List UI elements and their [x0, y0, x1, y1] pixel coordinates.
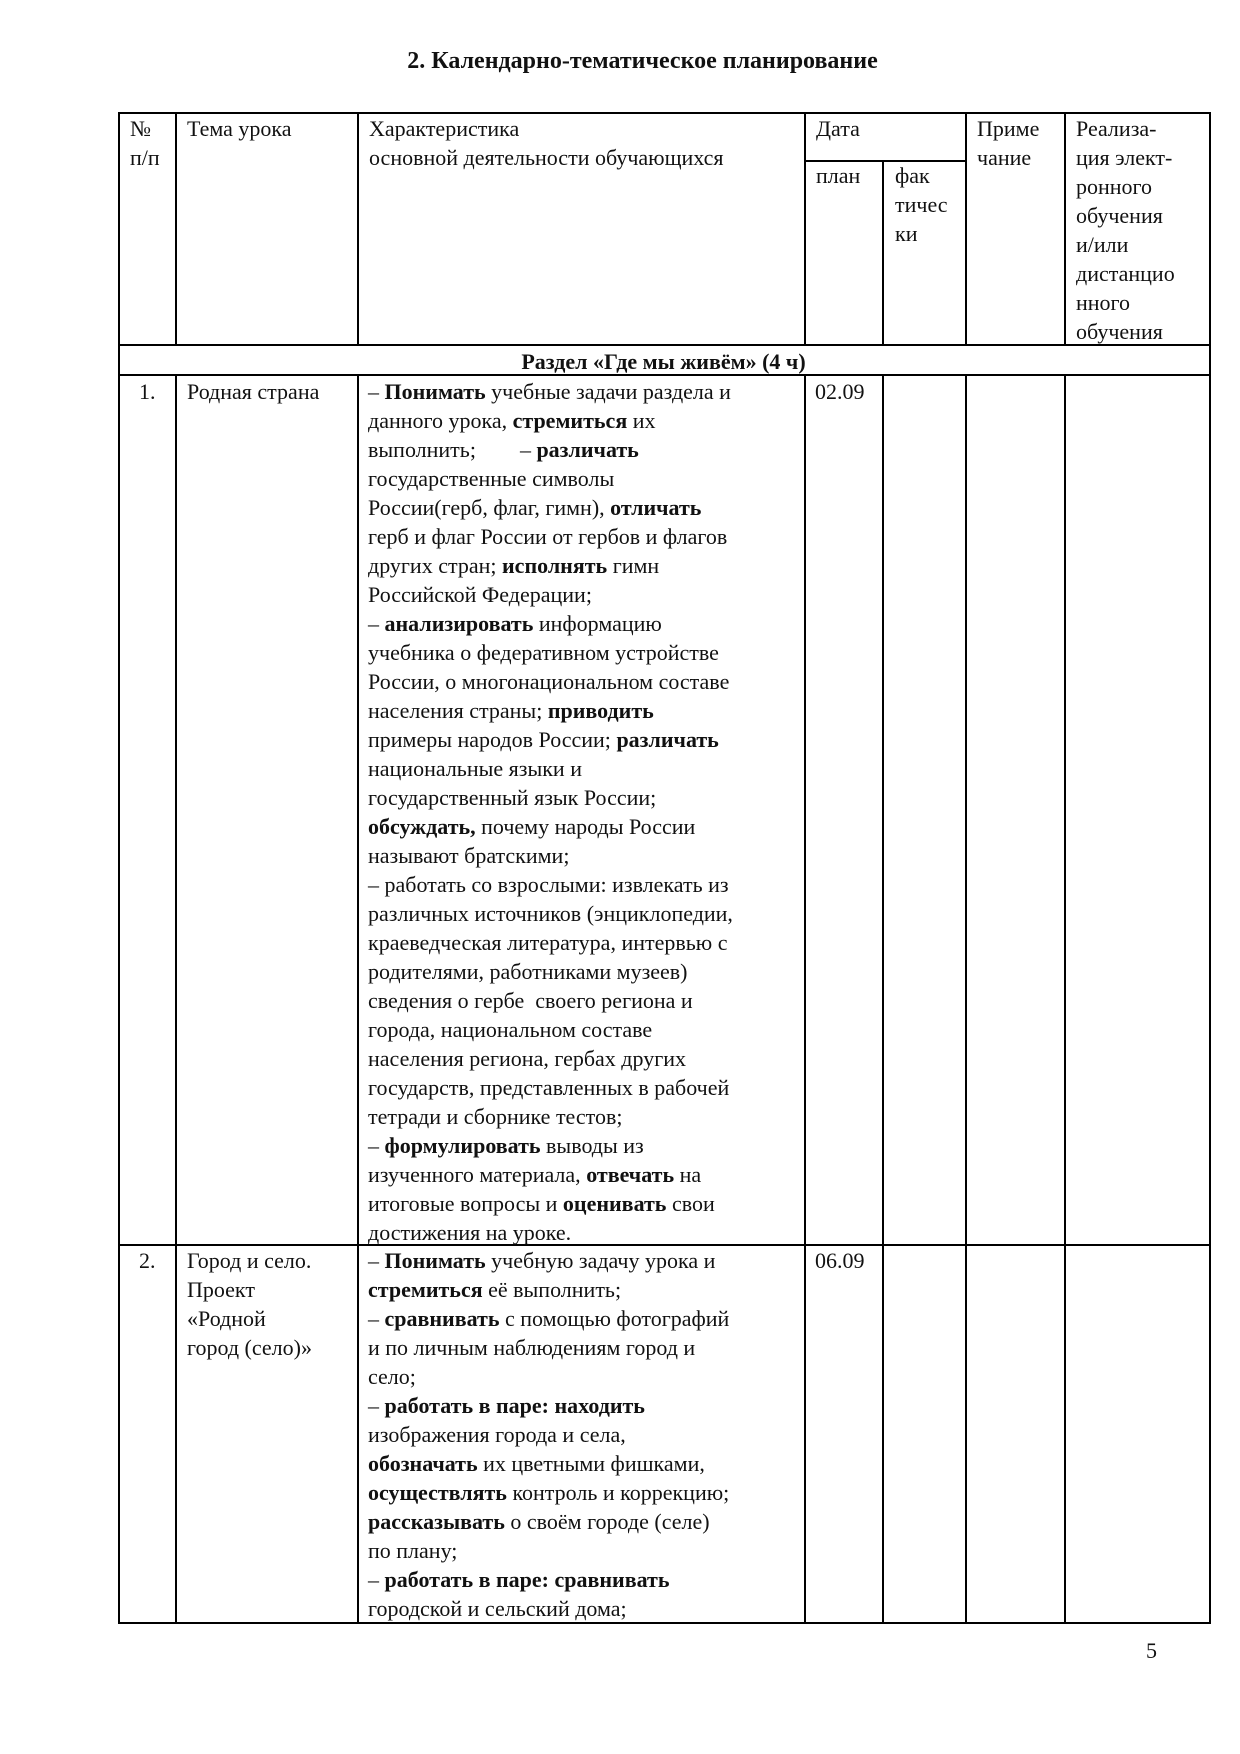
activity-verb: отвечать — [586, 1162, 675, 1187]
activity-line — [368, 1536, 729, 1565]
activity-text: – — [368, 1567, 385, 1592]
activity-line — [368, 1449, 729, 1478]
header-elearning-line: Реализа- — [1076, 116, 1157, 141]
activity-text: государств, представленных в рабочей — [368, 1075, 730, 1100]
activity-text: учебную задачу урока и — [485, 1248, 716, 1273]
activity-text: различных источников (энциклопедии, — [368, 901, 733, 926]
activity-line — [368, 899, 733, 928]
activity-line — [368, 696, 733, 725]
activity-text: – — [368, 611, 385, 636]
activity-verb: осуществлять — [368, 1480, 507, 1505]
activity-line — [368, 754, 733, 783]
activity-text: сведения о гербе своего региона и — [368, 988, 693, 1013]
activity-text: о своём городе (селе) — [504, 1509, 710, 1534]
activity-text: данного урока, — [368, 408, 513, 433]
activity-text: их цветными фишками, — [477, 1451, 705, 1476]
activity-line — [368, 522, 733, 551]
activity-text: государственный язык России; — [368, 785, 657, 810]
activity-text: России(герб, флаг, гимн), — [368, 495, 611, 520]
header-activity-line: Характеристика — [369, 116, 520, 141]
header-elearning-line: ция элект- — [1076, 145, 1173, 170]
activity-line — [368, 1565, 729, 1594]
activity-verb: приводить — [547, 698, 654, 723]
activity-text: – — [368, 1133, 385, 1158]
activity-verb: отличать — [610, 495, 702, 520]
row-activity — [368, 377, 733, 1247]
header-elearning-line: обучения — [1076, 203, 1163, 228]
activity-line — [368, 1131, 733, 1160]
activity-text: государственные символы — [368, 466, 615, 491]
activity-line — [368, 841, 733, 870]
activity-line — [368, 1218, 733, 1247]
activity-line — [368, 1391, 729, 1420]
activity-line — [368, 609, 733, 638]
activity-verb: Понимать — [384, 1248, 486, 1273]
row-number: 1. — [139, 379, 156, 404]
header-num — [130, 114, 160, 172]
activity-line — [368, 493, 733, 522]
row-topic-line: «Родной — [187, 1306, 266, 1331]
activity-line — [368, 435, 733, 464]
activity-text: село; — [368, 1364, 416, 1389]
activity-text: называют братскими; — [368, 843, 570, 868]
activity-line — [368, 1594, 729, 1623]
activity-text: герб и флаг России от гербов и флагов — [368, 524, 728, 549]
activity-line — [368, 812, 733, 841]
activity-line — [368, 1304, 729, 1333]
header-date: Дата — [816, 116, 860, 141]
activity-line — [368, 1189, 733, 1218]
activity-text: выводы из — [540, 1133, 644, 1158]
activity-text: гимн — [607, 553, 660, 578]
activity-verb: различать — [536, 437, 639, 462]
activity-text: других стран; — [368, 553, 502, 578]
activity-line — [368, 783, 733, 812]
activity-line — [368, 725, 733, 754]
activity-verb: оценивать — [562, 1191, 667, 1216]
header-elearning-line: нного — [1076, 290, 1131, 315]
activity-line — [368, 406, 733, 435]
activity-line — [368, 870, 733, 899]
header-elearning-line: обучения — [1076, 319, 1163, 344]
activity-text: её выполнить; — [482, 1277, 622, 1302]
activity-text: – — [368, 1248, 385, 1273]
header-topic: Тема урока — [187, 116, 292, 141]
row-plan-date: 02.09 — [815, 379, 865, 404]
row-topic — [187, 1246, 312, 1362]
activity-text: городской и сельский дома; — [368, 1596, 627, 1621]
activity-line — [368, 1362, 729, 1391]
header-activity-line: основной деятельности обучающихся — [369, 145, 724, 170]
header-elearning-line: ронного — [1076, 174, 1153, 199]
row-topic-line: город (село)» — [187, 1335, 312, 1360]
activity-text: – — [368, 1393, 385, 1418]
activity-line — [368, 667, 733, 696]
activity-text: контроль и коррекцию; — [506, 1480, 730, 1505]
activity-line — [368, 928, 733, 957]
header-fact-line: фак — [895, 163, 930, 188]
activity-line — [368, 1507, 729, 1536]
activity-line — [368, 1102, 733, 1131]
activity-text: – — [368, 379, 385, 404]
activity-line — [368, 377, 733, 406]
page-number: 5 — [1146, 1638, 1157, 1663]
header-activity — [369, 114, 724, 172]
activity-line — [368, 1420, 729, 1449]
activity-verb: формулировать — [384, 1133, 541, 1158]
activity-verb: работать в паре: находить — [384, 1393, 645, 1418]
activity-text: – работать со взрослыми: извлекать из — [368, 872, 729, 897]
row-plan-date: 06.09 — [815, 1248, 865, 1273]
row-topic-line: Город и село. — [187, 1248, 312, 1273]
activity-text: итоговые вопросы и — [368, 1191, 563, 1216]
activity-text: изображения города и села, — [368, 1422, 626, 1447]
activity-verb: различать — [616, 727, 719, 752]
header-fact — [895, 161, 948, 248]
row-topic-line: Проект — [187, 1277, 255, 1302]
activity-verb: сравнивать — [384, 1306, 500, 1331]
activity-verb: исполнять — [502, 553, 608, 578]
activity-text: достижения на уроке. — [368, 1220, 572, 1245]
activity-text: краеведческая литература, интервью с — [368, 930, 728, 955]
row-topic: Родная страна — [187, 379, 320, 404]
header-note-line: чание — [977, 145, 1032, 170]
activity-text: свои — [666, 1191, 715, 1216]
activity-line — [368, 1333, 729, 1362]
activity-text: населения региона, гербах других — [368, 1046, 687, 1071]
activity-line — [368, 638, 733, 667]
activity-line — [368, 1160, 733, 1189]
header-elearning-line: дистанцио — [1076, 261, 1175, 286]
activity-text: города, национальном составе — [368, 1017, 653, 1042]
activity-line — [368, 1073, 733, 1102]
activity-verb: обсуждать, — [368, 814, 476, 839]
activity-text: населения страны; — [368, 698, 548, 723]
header-elearning — [1076, 114, 1175, 346]
header-num-line: п/п — [130, 145, 160, 170]
activity-text: учебные задачи раздела и — [485, 379, 731, 404]
activity-line — [368, 957, 733, 986]
activity-text: выполнить; – — [368, 437, 537, 462]
activity-line — [368, 1478, 729, 1507]
activity-line — [368, 1044, 733, 1073]
activity-text: их — [627, 408, 656, 433]
activity-text: учебника о федеративном устройстве — [368, 640, 719, 665]
activity-line — [368, 1246, 729, 1275]
activity-verb: рассказывать — [368, 1509, 505, 1534]
page-title: 2. Календарно-тематическое планирование — [407, 48, 878, 74]
activity-verb: обозначать — [368, 1451, 478, 1476]
activity-text: России, о многонациональном составе — [368, 669, 730, 694]
activity-text: на — [674, 1162, 702, 1187]
activity-text: родителями, работниками музеев) — [368, 959, 688, 984]
row-number: 2. — [139, 1248, 156, 1273]
activity-text: изученного материала, — [368, 1162, 587, 1187]
section-title: Раздел «Где мы живём» (4 ч) — [521, 349, 806, 374]
header-fact-line: тичес — [895, 192, 948, 217]
header-plan: план — [816, 163, 861, 188]
activity-text: – — [368, 1306, 385, 1331]
activity-text: по плану; — [368, 1538, 458, 1563]
activity-text: и по личным наблюдениям город и — [368, 1335, 696, 1360]
activity-line — [368, 1275, 729, 1304]
header-note-line: Приме — [977, 116, 1040, 141]
activity-text: почему народы России — [475, 814, 696, 839]
activity-line — [368, 551, 733, 580]
activity-verb: работать в паре: сравнивать — [384, 1567, 670, 1592]
activity-line — [368, 986, 733, 1015]
header-note — [977, 114, 1039, 172]
header-num-line: № — [130, 116, 151, 141]
row-activity — [368, 1246, 729, 1623]
activity-line — [368, 1015, 733, 1044]
activity-text: с помощью фотографий — [499, 1306, 730, 1331]
activity-verb: стремиться — [368, 1277, 483, 1302]
activity-text: тетради и сборнике тестов; — [368, 1104, 623, 1129]
header-fact-line: ки — [895, 221, 918, 246]
activity-text: Российской Федерации; — [368, 582, 592, 607]
activity-verb: стремиться — [512, 408, 628, 433]
activity-verb: анализировать — [384, 611, 534, 636]
activity-line — [368, 580, 733, 609]
activity-text: примеры народов России; — [368, 727, 617, 752]
activity-text: национальные языки и — [368, 756, 582, 781]
activity-verb: Понимать — [384, 379, 486, 404]
header-elearning-line: и/или — [1076, 232, 1129, 257]
activity-line — [368, 464, 733, 493]
activity-text: информацию — [533, 611, 662, 636]
